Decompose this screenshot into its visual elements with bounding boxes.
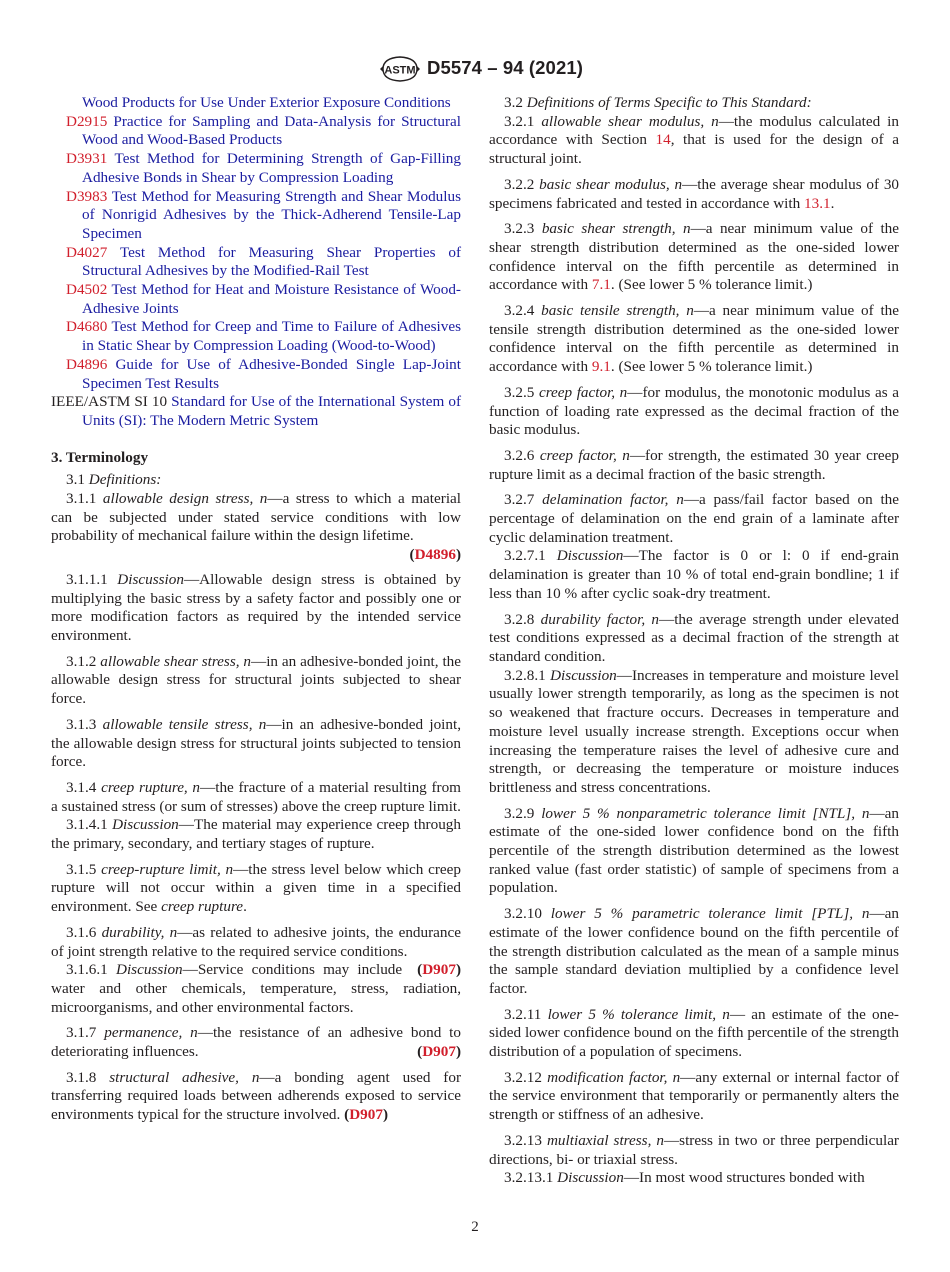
paragraph-3-1-3: 3.1.3 allowable tensile stress, n—in an adhesive-bonded joint, the allowable design stress for structural joints subjected to tension force. [51, 715, 461, 771]
reference-code-link[interactable]: D4502 [66, 281, 108, 299]
citation-tag: (D4896) [409, 546, 461, 564]
paragraph-3-1-7: 3.1.7 permanence, n—the resistance of an adhesive bond to deteriorating influences. (D907) [51, 1024, 461, 1061]
reference-item [51, 94, 461, 113]
reference-title-link[interactable]: Test Method for Heat and Moisture Resistance of Wood-Adhesive Joints [82, 281, 461, 317]
paragraph-3-1-2: 3.1.2 allowable shear stress, n—in an adhesive-bonded joint, the allowable design stress for structural joints subjected to shear force. [51, 652, 461, 708]
citation-link[interactable]: D907 [422, 1043, 456, 1061]
reference-title-link[interactable]: Wood Products for Use Under Exterior Exposure Conditions [82, 94, 451, 111]
paragraph-3-1-6: 3.1.6 durability, n—as related to adhesive joints, the endurance of joint strength relative to the required service conditions. (D907) [51, 923, 461, 979]
paragraph-3-1-8: 3.1.8 structural adhesive, n—a bonding agent used for transferring required loads between adherends exposed to service environments typical for the structure involved. (D907) [51, 1068, 462, 1124]
page-header [0, 54, 950, 88]
paragraph-3-2-8: 3.2.8 durability factor, n—the average strength under elevated test conditions expressed as a decimal fraction of the strength at standard condition. [489, 610, 900, 665]
document-designation: D5574 – 94 (2021) [427, 57, 583, 78]
reference-code: IEEE/ASTM SI 10 [51, 393, 168, 411]
paragraph-3-2-10: 3.2.10 lower 5 % parametric tolerance limit [PTL], n—an estimate of the lower confidence bound on the fifth percentile of the strength distribution calculated as the mean of a sample minus the sample standard deviation multiplied by a confidence level factor. [489, 905, 899, 997]
paragraph-3-2-4: 3.2.4 basic tensile strength, n—a near minimum value of the tensile strength distribution determined as the one-sided lower confidence interval on the fifth percentile as determined in accordance with 9.1. (See lower 5 % tolerance limit.) [489, 302, 899, 376]
reference-code-link[interactable]: D4680 [66, 318, 108, 336]
paragraph-3-2: 3.2 Definitions of Terms Specific to This Standard: [504, 94, 812, 111]
left-column [51, 94, 461, 1125]
reference-item [51, 281, 461, 318]
reference-code-link[interactable]: D4896 [66, 355, 108, 373]
reference-title-link[interactable]: Test Method for Creep and Time to Failure of Adhesives in Static Shear by Compression Loading (Wood-to-Wood) [82, 318, 461, 355]
reference-code-link[interactable]: D3983 [66, 187, 108, 205]
paragraph-3-2-6: 3.2.6 creep factor, n—for strength, the estimated 30 year creep rupture limit as a decimal fraction of the basic strength. [489, 446, 899, 483]
reference-code-link[interactable]: D2915 [66, 112, 108, 130]
paragraph-3-2-7-1: 3.2.7.1 Discussion—The factor is 0 or l: 0 if end-grain delamination is greater than 10 % of total end-grain bondline; 1 if less than 10 % after cyclic soak-dry treatment. [489, 547, 900, 602]
reference-code-link[interactable]: D3931 [66, 150, 108, 168]
reference-title-link[interactable]: Practice for Sampling and Data-Analysis for Structural Wood and Wood-Based Products [82, 112, 462, 149]
reference-title-link[interactable]: Standard for Use of the International System of Units (SI): The Modern Metric System [82, 393, 462, 429]
paragraph-3-2-13: 3.2.13 multiaxial stress, n—stress in two or three perpendicular directions, bi- or triaxial stress. [489, 1131, 899, 1168]
citation-link[interactable]: D907 [349, 1106, 383, 1124]
section-link[interactable]: 9.1 [591, 358, 611, 376]
page-number: 2 [471, 1219, 479, 1235]
reference-item [51, 356, 461, 393]
paragraph-3-1-4: 3.1.4 creep rupture, n—the fracture of a material resulting from a sustained stress (or sum of stresses) above the creep rupture limit. [51, 778, 461, 815]
reference-title-link[interactable]: Test Method for Measuring Shear Properties of Structural Adhesives by the Modified-Rail Test [82, 243, 461, 280]
reference-item [51, 150, 461, 187]
reference-item [51, 318, 461, 355]
paragraph-3-2-5: 3.2.5 creep factor, n—for modulus, the monotonic modulus as a function of loading rate expressed as the decimal fraction of the basic modulus. [489, 383, 899, 439]
reference-title-link[interactable]: Test Method for Determining Strength of Gap-Filling Adhesive Bonds in Shear by Compression Loading [82, 150, 461, 186]
paragraph-3-1-6-1: 3.1.6.1 Discussion—Service conditions may include water and other chemicals, temperature, stress, radiation, microorganisms, and other environmental factors. [51, 961, 461, 1016]
section-link[interactable]: 7.1 [591, 276, 611, 294]
reference-title-link[interactable]: Guide for Use of Adhesive-Bonded Single Lap-Joint Specimen Test Results [82, 355, 461, 392]
paragraph-3-2-13-1: 3.2.13.1 Discussion—In most wood structures bonded with [504, 1169, 865, 1187]
reference-item [51, 393, 461, 430]
reference-code-link[interactable]: D4027 [66, 243, 108, 261]
paragraph-3-2-2: 3.2.2 basic shear modulus, n—the average shear modulus of 30 specimens fabricated and tested in accordance with 13.1. [489, 175, 900, 212]
paragraph-3-2-7: 3.2.7 delamination factor, n—a pass/fail factor based on the percentage of delamination on the end grain of a laminate after cyclic delamination treatment. [489, 491, 899, 546]
paragraph-3-2-1: 3.2.1 allowable shear modulus, n—the modulus calculated in accordance with Section 14, that is used for the design of a structural joint. [489, 112, 899, 168]
paragraph-3-2-11: 3.2.11 lower 5 % tolerance limit, n— an estimate of the one-sided lower confidence bound on the fifth percentile of the strength distribution of a population of specimens. [489, 1005, 899, 1061]
paragraph-3-2-9: 3.2.9 lower 5 % nonparametric tolerance limit [NTL], n—an estimate of the one-sided lower confidence bond on the fifth percentile of the strength distribution determined as the lowest ranked value (fast order statistic) of sample of specimens from a population. [489, 804, 900, 897]
citation-tag: (D907) [417, 1043, 461, 1061]
paragraph-3-1: 3.1 Definitions: [66, 471, 162, 489]
astm-logo-icon [379, 54, 421, 84]
paragraph-3-1-1-1: 3.1.1.1 Discussion—Allowable design stress is obtained by multiplying the basic stress by a safety factor and possibly one or more modification factors as required by the intended service environment. [51, 570, 461, 644]
paragraph-3-1-1: 3.1.1 allowable design stress, n—a stress to which a material can be subjected under stated service conditions with low probability of mechanical failure within the design lifetime. [51, 490, 461, 545]
paragraph-3-1-5: 3.1.5 creep-rupture limit, n—the stress level below which creep rupture will not occur within a given time in a specified environment. See creep rupture. [51, 860, 461, 916]
section-link[interactable]: 13.1 [804, 194, 831, 212]
right-column [489, 94, 899, 1188]
svg-text:ASTM: ASTM [384, 64, 416, 77]
section-heading-terminology: 3. Terminology [51, 448, 149, 466]
citation-link[interactable]: D907 [422, 961, 456, 979]
paragraph-3-1-4-1: 3.1.4.1 Discussion—The material may experience creep through the primary, secondary, and tertiary stages of rupture. [51, 816, 461, 853]
reference-item [51, 188, 461, 244]
citation-tag: (D907) [417, 961, 461, 979]
paragraph-3-2-8-1: 3.2.8.1 Discussion—Increases in temperature and moisture level usually lower strength temporarily, as long as the specimen is not so weakened that fracture occurs. Decreases in temperature and moisture level usually increase strength. Exceptions occur when increasing the temperature raises the level of adhesive cure and strength, or decreasing the temperature or moisture induces brittleness and stress concentrations. [489, 666, 899, 796]
paragraph-3-2-3: 3.2.3 basic shear strength, n—a near minimum value of the shear strength distribution determined as the one-sided lower confidence interval on the fifth percentile as determined in accordance with 7.1. (See lower 5 % tolerance limit.) [489, 220, 900, 294]
section-link[interactable]: 14 [655, 131, 671, 149]
reference-title-link[interactable]: Test Method for Measuring Strength and Shear Modulus of Nonrigid Adhesives by the Thick-Adherend Tensile-Lap Specimen [82, 187, 461, 242]
reference-item [51, 244, 461, 281]
citation-link[interactable]: D4896 [414, 546, 456, 564]
paragraph-3-2-12: 3.2.12 modification factor, n—any external or internal factor of the service environment that temporarily or permanently alters the strength or stiffness of an adhesive. [489, 1068, 900, 1124]
reference-item [51, 113, 461, 150]
